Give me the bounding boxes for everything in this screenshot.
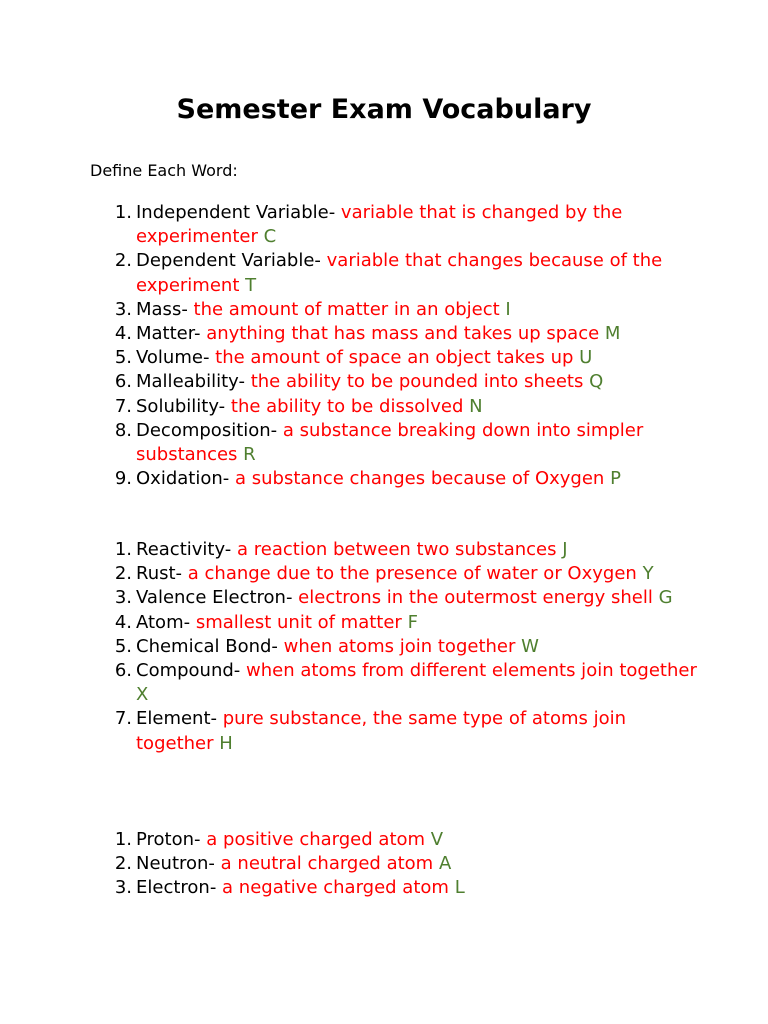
- term-definition: smallest unit of matter: [195, 611, 402, 633]
- vocabulary-term: Volume-: [136, 347, 216, 369]
- vocabulary-item: [0, 322, 700, 346]
- item-number: 1.: [114, 539, 132, 560]
- vocabulary-item: [0, 852, 700, 876]
- vocabulary-item: [0, 370, 700, 394]
- vocabulary-item: [0, 467, 700, 491]
- answer-letter: V: [430, 829, 444, 850]
- item-number: 2.: [114, 563, 132, 585]
- item-number: 5.: [114, 635, 132, 657]
- vocabulary-term: Mass-: [136, 298, 194, 320]
- vocabulary-term: Rust-: [136, 563, 188, 585]
- vocabulary-term: Malleability-: [136, 371, 251, 393]
- answer-letter: U: [579, 347, 593, 369]
- item-number: 3.: [114, 298, 132, 320]
- item-number: 3.: [114, 877, 132, 899]
- vocabulary-item: [0, 419, 700, 467]
- answer-letter: T: [245, 274, 257, 296]
- answer-letter: H: [219, 732, 233, 754]
- answer-letter: P: [610, 468, 621, 490]
- item-number: 5.: [114, 347, 132, 369]
- item-number: 6.: [114, 660, 132, 682]
- term-definition: variable that is changed by the experimenter: [136, 202, 623, 248]
- term-definition: the ability to be pounded into sheets: [250, 371, 584, 393]
- vocabulary-item: [0, 298, 700, 322]
- vocabulary-term: Oxidation-: [136, 468, 235, 490]
- vocabulary-list-3: [0, 828, 700, 901]
- answer-letter: Q: [589, 371, 604, 393]
- term-definition: when atoms join together: [283, 635, 516, 657]
- instructions: Define Each Word:: [90, 161, 238, 180]
- vocabulary-term: Electron-: [136, 877, 223, 899]
- vocabulary-item: [0, 635, 700, 659]
- term-definition: when atoms from different elements join together: [246, 660, 697, 682]
- item-number: 2.: [114, 853, 132, 875]
- term-definition: electrons in the outermost energy shell: [298, 587, 653, 609]
- page-title: Semester Exam Vocabulary: [176, 94, 592, 125]
- item-number: 1.: [114, 829, 132, 850]
- vocabulary-item: [0, 562, 700, 586]
- answer-letter: I: [505, 298, 511, 320]
- item-number: 4.: [114, 323, 132, 345]
- answer-letter: W: [521, 635, 539, 657]
- term-definition: a positive charged atom: [206, 829, 426, 850]
- vocabulary-term: Decomposition-: [136, 419, 283, 441]
- vocabulary-item: [0, 611, 700, 635]
- vocabulary-item: [0, 586, 700, 610]
- answer-letter: F: [407, 611, 418, 633]
- term-definition: a neutral charged atom: [220, 853, 434, 875]
- item-number: 3.: [114, 587, 132, 609]
- vocabulary-item: [0, 876, 700, 900]
- vocabulary-item: [0, 707, 700, 755]
- term-definition: a substance changes because of Oxygen: [234, 468, 605, 490]
- item-number: 7.: [114, 708, 132, 730]
- item-number: 9.: [114, 468, 132, 490]
- vocabulary-term: Neutron-: [136, 853, 221, 875]
- item-number: 7.: [114, 395, 132, 417]
- vocabulary-term: Proton-: [136, 829, 207, 850]
- vocabulary-item: [0, 395, 700, 419]
- term-definition: a change due to the presence of water or Oxygen: [187, 563, 637, 585]
- vocabulary-item: [0, 346, 700, 370]
- item-number: 1.: [114, 202, 132, 223]
- term-definition: the amount of space an object takes up: [215, 347, 574, 369]
- item-number: 4.: [114, 611, 132, 633]
- vocabulary-term: Dependent Variable-: [136, 250, 327, 272]
- term-definition: variable that changes because of the experiment: [136, 250, 663, 296]
- answer-letter: M: [604, 323, 621, 345]
- term-definition: the amount of matter in an object: [193, 298, 500, 320]
- answer-letter: N: [469, 395, 483, 417]
- item-number: 8.: [114, 419, 132, 441]
- term-definition: the ability to be dissolved: [230, 395, 464, 417]
- vocabulary-item: [0, 828, 700, 852]
- vocabulary-item: [0, 249, 700, 297]
- answer-letter: R: [243, 444, 256, 466]
- vocabulary-item: [0, 659, 700, 707]
- term-definition: a reaction between two substances: [237, 539, 557, 560]
- vocabulary-term: Atom-: [136, 611, 196, 633]
- vocabulary-list-2: [0, 538, 700, 756]
- vocabulary-term: Solubility-: [136, 395, 231, 417]
- vocabulary-term: Valence Electron-: [136, 587, 299, 609]
- vocabulary-term: Matter-: [136, 323, 207, 345]
- term-definition: a substance breaking down into simpler substances: [136, 419, 644, 466]
- vocabulary-term: Element-: [136, 708, 223, 730]
- answer-letter: Y: [642, 563, 654, 585]
- answer-letter: X: [136, 684, 149, 706]
- answer-letter: J: [562, 539, 568, 560]
- answer-letter: A: [438, 853, 452, 875]
- answer-letter: C: [263, 226, 277, 248]
- term-definition: pure substance, the same type of atoms join together: [136, 708, 627, 754]
- answer-letter: G: [658, 587, 673, 609]
- item-number: 2.: [114, 250, 132, 272]
- term-definition: a negative charged atom: [222, 877, 449, 899]
- term-definition: anything that has mass and takes up space: [206, 323, 600, 345]
- vocabulary-list-1: [0, 201, 700, 491]
- vocabulary-item: [0, 201, 700, 249]
- vocabulary-item: [0, 538, 700, 562]
- answer-letter: L: [454, 877, 465, 899]
- vocabulary-term: Chemical Bond-: [136, 635, 284, 657]
- vocabulary-term: Independent Variable-: [136, 202, 341, 223]
- vocabulary-term: Reactivity-: [136, 539, 238, 560]
- item-number: 6.: [114, 371, 132, 393]
- vocabulary-term: Compound-: [136, 660, 247, 682]
